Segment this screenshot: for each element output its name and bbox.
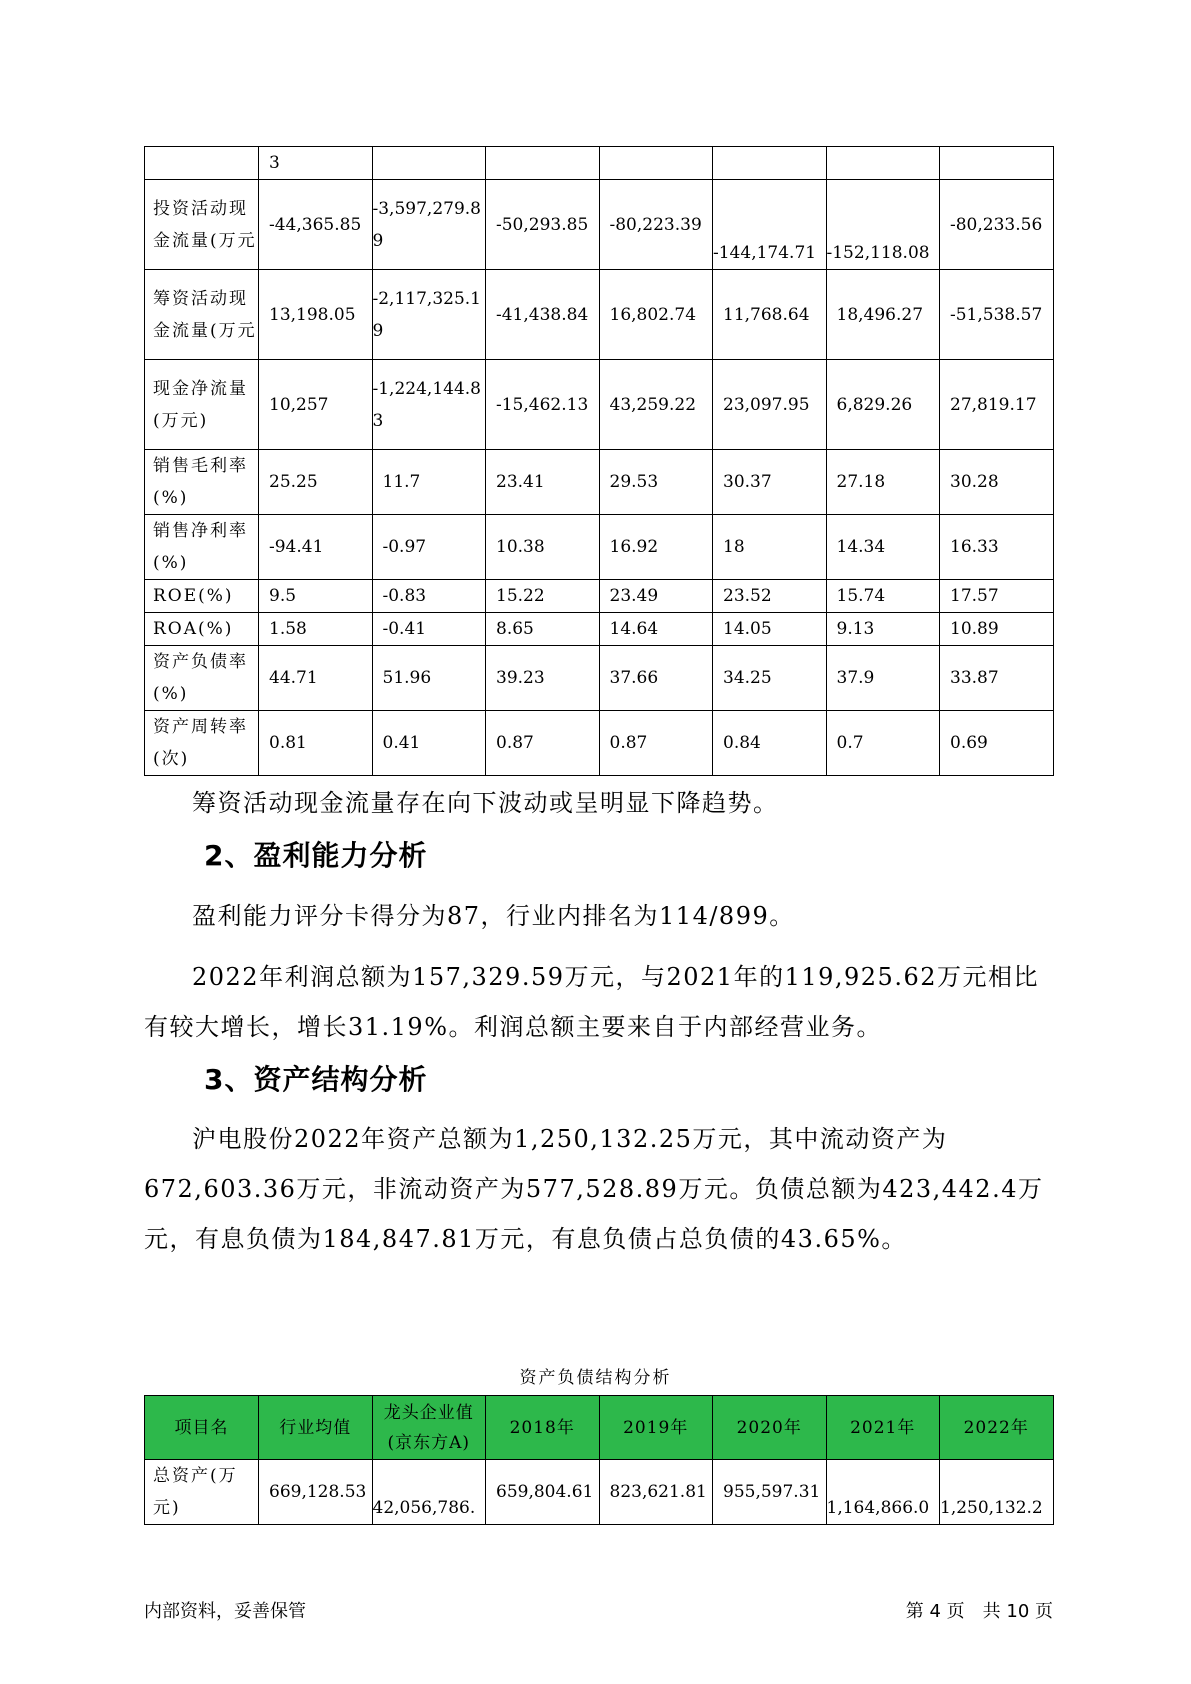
table-cell [713,646,827,711]
row-label [145,1460,259,1525]
footer-page-number: 第 4 页 共 10 页 [905,1601,1053,1622]
table-cell [713,711,827,776]
table-cell [826,147,940,180]
row-label [145,180,259,270]
table-cell-text: 11.7 [382,472,421,492]
table-row [145,646,1054,711]
column-header-text: 2018年 [509,1417,575,1438]
row-label [145,360,259,450]
table-cell-text: -2,117,325.19 [372,288,481,341]
table-cell-text: 51.96 [382,668,432,688]
column-header [145,1396,259,1460]
table-cell [599,180,713,270]
table-cell [259,613,373,646]
table-row [145,147,1054,180]
table-cell [486,270,600,360]
table-cell-text: 23.52 [723,586,772,606]
table-cell-text: 659,804.61 [496,1482,594,1502]
table-cell-text: 9.5 [269,586,297,606]
table-cell-text: 1,250,132.2 [940,1498,1043,1518]
table-cell-text: 0.84 [723,733,761,753]
table-cell-text: 1,164,866.0 [826,1498,930,1518]
column-header [372,1396,486,1460]
column-header-text: 行业均值 [279,1417,352,1438]
table-cell [145,147,259,180]
table-cell-text: -0.97 [382,537,427,557]
column-header [826,1396,940,1460]
paragraph-asset-structure: 沪电股份2022年资产总额为1,250,132.25万元，其中流动资产为672,603.36万元，非流动资产为577,528.89万元。负债总额为423,442.4万元，有息负债为184,847.81万元，有息负债占总负债的43.65%。 [144,1125,1044,1253]
table-cell [599,711,713,776]
table-cell [826,580,940,613]
table-cell [713,180,827,270]
table-cell-text: -80,233.56 [950,214,1043,235]
table-cell [259,646,373,711]
table-cell [599,646,713,711]
table-cell [486,1460,600,1525]
row-label [145,646,259,711]
table-cell [486,360,600,450]
table-cell-text: 955,597.31 [723,1482,821,1502]
row-label [145,450,259,515]
table-cell [826,646,940,711]
table-cell [372,613,486,646]
table-cell [826,711,940,776]
table-cell [486,613,600,646]
table-cell [259,1460,373,1525]
table-header-row [145,1396,1054,1460]
table-cell-text: 42,056,786. [372,1498,476,1518]
table-cell-text: -15,462.13 [496,394,589,415]
table-row [145,1460,1054,1525]
table-cell-text: -80,223.39 [609,214,702,235]
table-cell-text: 0.87 [496,733,534,753]
table-cell [372,1460,486,1525]
table-cell [940,515,1054,580]
table-cell-text: 10.89 [950,619,999,639]
table-row [145,613,1054,646]
asset-liability-structure-table [144,1395,1054,1525]
table-cell-text: 16.92 [609,537,659,557]
row-label-text: 投资活动现金流量(万元 [153,198,257,251]
table-cell [713,450,827,515]
table-cell [713,515,827,580]
table-cell [372,450,486,515]
table-cell [599,613,713,646]
table-cell-text: 16,802.74 [609,304,697,325]
table-cell [599,450,713,515]
table-cell [259,270,373,360]
column-header [486,1396,600,1460]
table-cell [940,646,1054,711]
paragraph-financing-trend: 筹资活动现金流量存在向下波动或呈明显下降趋势。 [192,789,779,817]
table-cell [486,147,600,180]
table-cell-text: 17.57 [950,586,999,606]
column-header [940,1396,1054,1460]
table-cell-text: 6,829.26 [836,394,913,415]
table-cell [940,360,1054,450]
row-label-text: 总资产(万元) [153,1466,238,1518]
table-cell [940,180,1054,270]
section-heading-profitability: 2、盈利能力分析 [204,839,428,872]
table-cell [259,360,373,450]
column-header [259,1396,373,1460]
table-cell-text: 39.23 [496,668,545,688]
table-cell-text: 0.69 [950,733,988,753]
table-cell-text: -50,293.85 [496,214,589,235]
table-cell [486,180,600,270]
table-cell [372,711,486,776]
table-cell-text: 18,496.27 [836,304,924,325]
table-cell [259,515,373,580]
table-cell [599,580,713,613]
table-cell-text: 25.25 [269,472,318,492]
table-cell [826,515,940,580]
table-cell [713,613,827,646]
table-cell-text: 14.05 [723,619,772,639]
table-cell [372,270,486,360]
row-label-text: 资产周转率(次) [153,717,248,769]
table-cell-text: 10,257 [269,394,329,415]
row-label [145,711,259,776]
table-cell [372,646,486,711]
table-cell-text: -0.83 [382,586,427,606]
section-heading-asset-structure: 3、资产结构分析 [204,1063,428,1096]
row-label [145,613,259,646]
table-row [145,711,1054,776]
table-cell-text: 10.38 [496,537,545,557]
table-cell-text: -144,174.71 [713,243,817,263]
table-row [145,180,1054,270]
table-cell [599,270,713,360]
table-cell-text: 44.71 [269,668,318,688]
table-cell [486,711,600,776]
table-cell-text: 8.65 [496,619,534,639]
table-cell-text: 27.18 [836,472,886,492]
table-cell-text: 14.64 [609,619,659,639]
table-cell-text: -0.41 [382,619,427,639]
table-cell [259,450,373,515]
column-header-text: 2021年 [850,1417,916,1438]
table-cell [372,360,486,450]
table-cell-text: 13,198.05 [269,304,356,325]
row-label-text: 筹资活动现金流量(万元 [153,288,257,341]
table-cell-text: 1.58 [269,619,307,639]
table-cell-text: 15.22 [496,586,545,606]
table-cell [372,180,486,270]
table-cell-text: 34.25 [723,668,772,688]
table-cell [599,1460,713,1525]
table-caption: 资产负债结构分析 [519,1368,672,1388]
table-cell [713,147,827,180]
table-cell [940,1460,1054,1525]
table-cell [713,270,827,360]
table-cell [486,450,600,515]
paragraph-profit-total: 2022年利润总额为157,329.59万元，与2021年的119,925.62万元相比有较大增长，增长31.19%。利润总额主要来自于内部经营业务。 [144,963,1039,1041]
table-cell [940,147,1054,180]
table-cell-text: 23.41 [496,472,545,492]
table-cell [826,613,940,646]
row-label-text: ROE(%) [153,586,234,606]
table-cell [259,180,373,270]
column-header-text: 龙头企业值(京东方A) [383,1402,474,1453]
table-cell [713,1460,827,1525]
table-cell-text: -3,597,279.89 [372,198,481,251]
table-cell-text: 18 [723,537,745,557]
table-cell [372,515,486,580]
row-label [145,515,259,580]
table-row [145,270,1054,360]
footer-confidential-note: 内部资料，妥善保管 [144,1601,306,1622]
table-row [145,580,1054,613]
column-header-text: 2022年 [963,1417,1029,1438]
table-cell [940,270,1054,360]
table-cell-text: 0.81 [269,733,307,753]
table-cell-text: 0.7 [836,733,864,753]
column-header [713,1396,827,1460]
table-cell-text: 16.33 [950,537,999,557]
table-cell [486,580,600,613]
column-header-text: 2020年 [736,1417,802,1438]
table-cell-text: -1,224,144.83 [372,378,481,431]
table-cell-text: 9.13 [836,619,875,639]
table-cell-text: 0.41 [382,733,421,753]
table-cell-text: 669,128.53 [269,1482,367,1502]
table-row [145,450,1054,515]
row-label-text: 资产负债率(%) [153,652,248,704]
table-cell [259,711,373,776]
table-cell-text: 30.37 [723,472,772,492]
table-cell-text: 29.53 [609,472,659,492]
table-cell-text: 823,621.81 [609,1482,707,1502]
table-cell [713,580,827,613]
table-cell-text: 0.87 [609,733,648,753]
row-label-text: 现金净流量(万元) [153,378,248,431]
table-cell [940,450,1054,515]
table-cell-text: 27,819.17 [950,394,1037,415]
row-label [145,580,259,613]
table-cell-text: 3 [269,153,280,173]
table-cell [826,450,940,515]
table-cell [372,147,486,180]
table-cell-text: -41,438.84 [496,304,589,325]
column-header-text: 2019年 [623,1417,689,1438]
table-cell [826,360,940,450]
table-cell [259,580,373,613]
table-cell [486,646,600,711]
table-cell [826,180,940,270]
table-cell [826,270,940,360]
row-label [145,270,259,360]
table-cell [599,360,713,450]
row-label-text: 销售净利率(%) [153,521,248,573]
table-cell [940,580,1054,613]
paragraph-profitability-score: 盈利能力评分卡得分为87，行业内排名为114/899。 [192,902,795,930]
table-cell-text: -44,365.85 [269,214,362,235]
table-cell-text: 14.34 [836,537,886,557]
table-cell [259,147,373,180]
row-label-text: 销售毛利率(%) [153,456,248,508]
table-cell-text: 11,768.64 [723,304,810,325]
table-cell-text: 33.87 [950,668,999,688]
table-cell-text: 37.9 [836,668,875,688]
table-cell [713,360,827,450]
table-cell [599,147,713,180]
table-cell [372,580,486,613]
table-cell [940,613,1054,646]
column-header-text: 项目名 [174,1417,229,1438]
financial-indicators-table [144,146,1054,776]
table-cell-text: 43,259.22 [609,394,697,415]
table-cell-text: -152,118.08 [826,243,930,263]
column-header [599,1396,713,1460]
table-cell [486,515,600,580]
table-row [145,360,1054,450]
table-cell-text: 15.74 [836,586,886,606]
table-cell [599,515,713,580]
table-cell-text: -94.41 [269,537,324,557]
table-row [145,515,1054,580]
table-cell-text: -51,538.57 [950,304,1043,325]
table-cell-text: 30.28 [950,472,999,492]
row-label-text: ROA(%) [153,619,234,639]
table-cell-text: 23,097.95 [723,394,810,415]
table-cell-text: 37.66 [609,668,659,688]
table-cell-text: 23.49 [609,586,659,606]
table-cell [940,711,1054,776]
table-cell [826,1460,940,1525]
